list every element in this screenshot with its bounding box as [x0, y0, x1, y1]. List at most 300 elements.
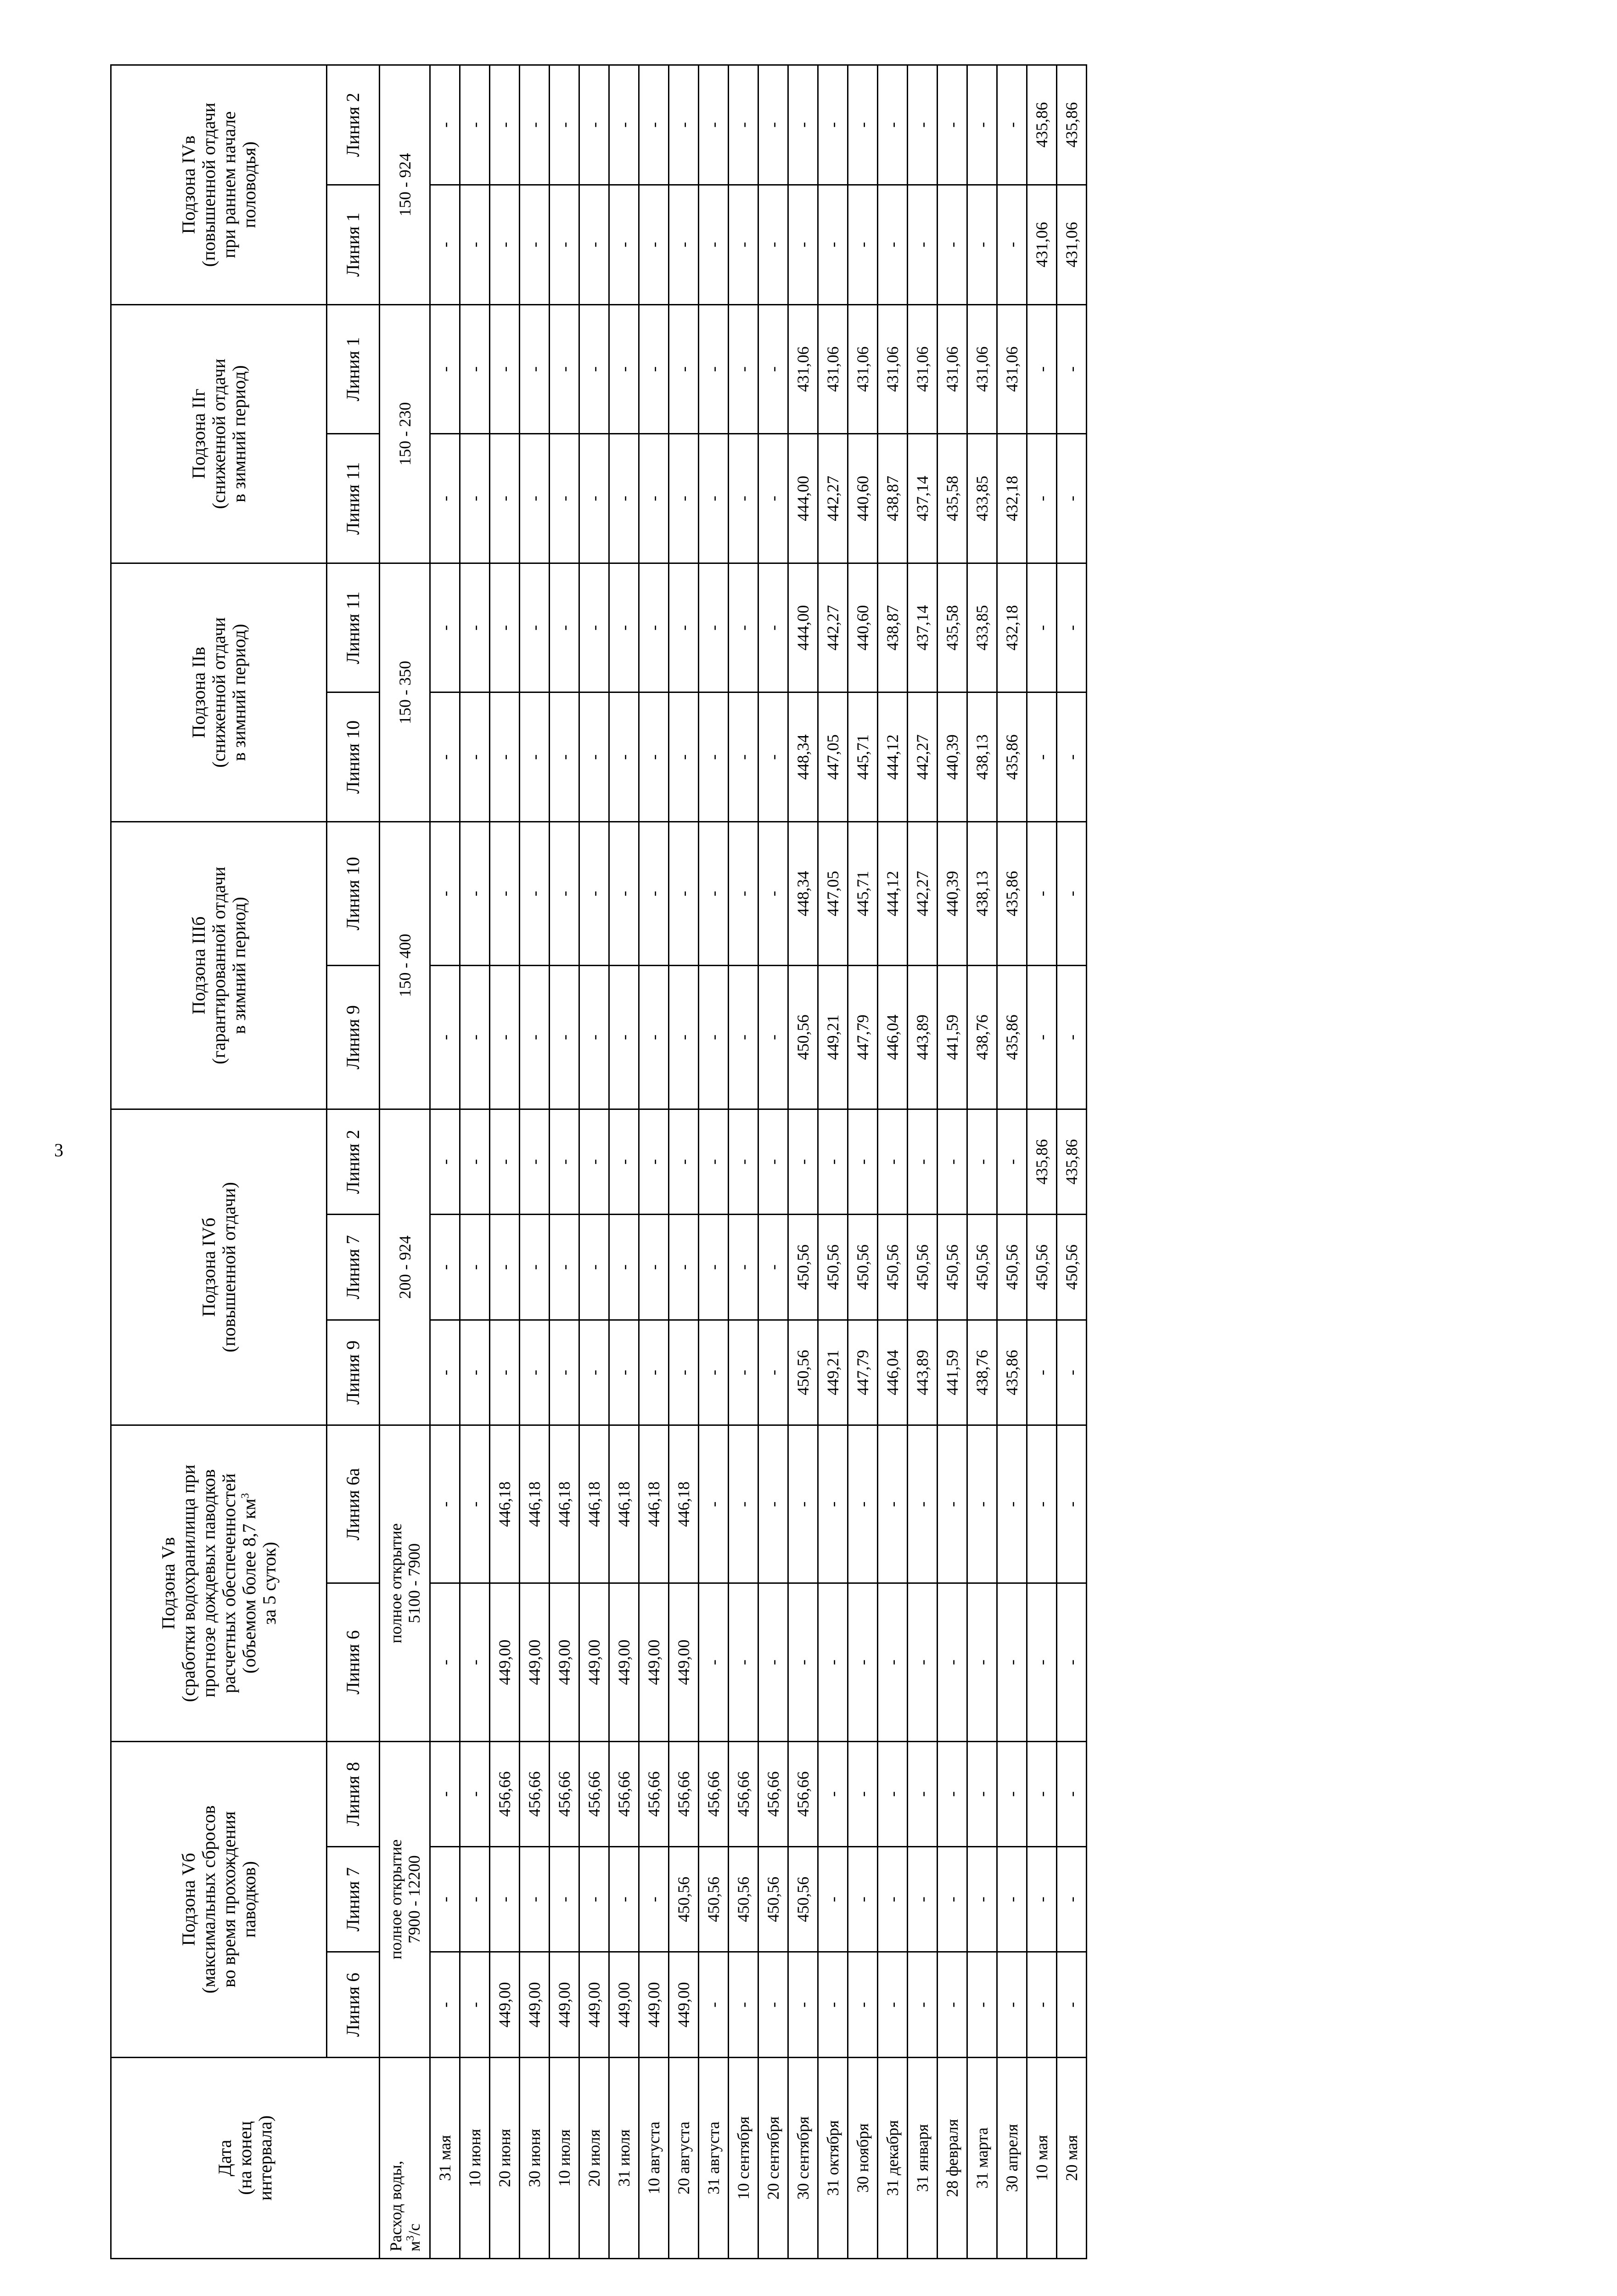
level-cell: - [818, 1847, 848, 1952]
water-level-table [110, 64, 1087, 2259]
level-cell: 448,34 [788, 692, 818, 822]
table-row [878, 65, 908, 2259]
level-cell: 447,05 [818, 822, 848, 966]
level-cell: 456,66 [490, 1741, 520, 1846]
level-cell: - [579, 692, 609, 822]
subzone-header: Подзона IVб (повышенной отдачи) [111, 1109, 327, 1425]
level-cell: - [460, 65, 490, 185]
level-cell: - [878, 65, 908, 185]
table-row [699, 65, 729, 2259]
table-row [430, 65, 460, 2259]
level-cell: - [878, 1109, 908, 1214]
level-cell: 432,18 [997, 563, 1027, 692]
header-row-lines [327, 65, 380, 2259]
level-cell: - [967, 1741, 997, 1846]
line-header: Линия 7 [327, 1847, 380, 1952]
level-cell: - [878, 1741, 908, 1846]
rotated-table-container [110, 64, 1093, 2259]
level-cell: - [967, 65, 997, 185]
level-cell: - [1027, 1741, 1057, 1846]
level-cell: - [490, 1215, 520, 1320]
level-cell: 450,56 [788, 1215, 818, 1320]
level-cell: - [758, 1952, 788, 2057]
level-cell: 442,27 [818, 434, 848, 563]
date-cell: 31 мая [430, 2057, 460, 2258]
level-cell: - [550, 1320, 579, 1425]
level-cell: 438,13 [967, 822, 997, 966]
level-cell: - [848, 1847, 878, 1952]
table-row [550, 65, 579, 2259]
level-cell: - [758, 563, 788, 692]
level-cell: - [520, 1215, 550, 1320]
line-header: Линия 1 [327, 185, 380, 304]
level-cell: - [938, 1109, 967, 1214]
level-cell: - [848, 1952, 878, 2057]
level-cell: 450,56 [729, 1847, 758, 1952]
level-cell: - [520, 563, 550, 692]
level-cell: - [550, 434, 579, 563]
level-cell: - [729, 965, 758, 1109]
level-cell: - [1057, 1425, 1087, 1583]
level-cell: - [579, 185, 609, 304]
level-cell: - [938, 1847, 967, 1952]
level-cell: - [520, 692, 550, 822]
level-cell: - [967, 1109, 997, 1214]
level-cell: - [520, 822, 550, 966]
level-cell: - [997, 1425, 1027, 1583]
table-row [669, 65, 699, 2259]
level-cell: - [699, 1320, 729, 1425]
level-cell: - [878, 1847, 908, 1952]
level-cell: - [490, 185, 520, 304]
level-cell: 443,89 [908, 1320, 938, 1425]
level-cell: 442,27 [908, 822, 938, 966]
level-cell: - [758, 1215, 788, 1320]
level-cell: - [848, 65, 878, 185]
level-cell: - [520, 1320, 550, 1425]
date-cell: 20 июля [579, 2057, 609, 2258]
level-cell: - [878, 1952, 908, 2057]
level-cell: - [997, 1847, 1027, 1952]
level-cell: - [579, 1847, 609, 1952]
level-cell: - [520, 185, 550, 304]
date-cell: 20 сентября [758, 2057, 788, 2258]
level-cell: - [1057, 304, 1087, 434]
level-cell: - [878, 185, 908, 304]
level-cell: - [639, 1320, 669, 1425]
level-cell: 435,86 [997, 965, 1027, 1109]
level-cell: 446,18 [669, 1425, 699, 1583]
level-cell: - [699, 1952, 729, 2057]
level-cell: - [520, 304, 550, 434]
level-cell: 450,56 [997, 1215, 1027, 1320]
level-cell: - [729, 1425, 758, 1583]
level-cell: - [430, 563, 460, 692]
level-cell: - [609, 1109, 639, 1214]
level-cell: 446,18 [639, 1425, 669, 1583]
level-cell: - [758, 965, 788, 1109]
level-cell: 450,56 [1027, 1215, 1057, 1320]
level-cell: - [430, 1425, 460, 1583]
level-cell: - [579, 965, 609, 1109]
level-cell: - [729, 1583, 758, 1741]
level-cell: - [729, 434, 758, 563]
level-cell: 446,18 [579, 1425, 609, 1583]
line-header: Линия 11 [327, 434, 380, 563]
table-row [1027, 65, 1057, 2259]
date-cell: 31 июля [609, 2057, 639, 2258]
level-cell: - [520, 965, 550, 1109]
level-cell: - [729, 1320, 758, 1425]
table-row [938, 65, 967, 2259]
level-cell: - [609, 185, 639, 304]
level-cell: 431,06 [997, 304, 1027, 434]
level-cell: - [758, 65, 788, 185]
level-cell: - [460, 1847, 490, 1952]
level-cell: - [639, 1847, 669, 1952]
level-cell: 449,21 [818, 1320, 848, 1425]
level-cell: - [818, 1425, 848, 1583]
date-column-header: Дата (на конец интервала) [111, 2057, 380, 2258]
flow-range: 150 - 230 [380, 304, 430, 563]
level-cell: - [430, 1583, 460, 1741]
flow-range: 150 - 924 [380, 65, 430, 305]
level-cell: - [758, 185, 788, 304]
line-header: Линия 1 [327, 304, 380, 434]
level-cell: 449,00 [520, 1583, 550, 1741]
level-cell: 446,04 [878, 1320, 908, 1425]
level-cell: - [609, 965, 639, 1109]
table-row [460, 65, 490, 2259]
level-cell: - [1027, 965, 1057, 1109]
level-cell: 450,56 [967, 1215, 997, 1320]
level-cell: 449,00 [609, 1583, 639, 1741]
date-cell: 31 августа [699, 2057, 729, 2258]
level-cell: 456,66 [520, 1741, 550, 1846]
level-cell: - [938, 1583, 967, 1741]
level-cell: - [729, 1109, 758, 1214]
level-cell: - [758, 1320, 788, 1425]
level-cell: - [520, 65, 550, 185]
level-cell: - [967, 1425, 997, 1583]
table-row [758, 65, 788, 2259]
level-cell: - [758, 822, 788, 966]
level-cell: 435,86 [1057, 65, 1087, 185]
level-cell: - [460, 1215, 490, 1320]
level-cell: - [1027, 434, 1057, 563]
level-cell: - [639, 563, 669, 692]
level-cell: - [550, 1109, 579, 1214]
level-cell: 435,58 [938, 563, 967, 692]
level-cell: 450,56 [788, 1320, 818, 1425]
level-cell: 433,85 [967, 434, 997, 563]
level-cell: 431,06 [967, 304, 997, 434]
level-cell: - [490, 822, 520, 966]
level-cell: - [699, 1109, 729, 1214]
level-cell: 435,86 [1027, 1109, 1057, 1214]
level-cell: - [848, 1741, 878, 1846]
level-cell: - [669, 65, 699, 185]
flow-range: 200 - 924 [380, 1109, 430, 1425]
level-cell: 444,12 [878, 822, 908, 966]
level-cell: - [430, 304, 460, 434]
level-cell: - [579, 1215, 609, 1320]
level-cell: - [609, 563, 639, 692]
level-cell: 431,06 [1027, 185, 1057, 304]
level-cell: 438,76 [967, 965, 997, 1109]
level-cell: - [550, 692, 579, 822]
level-cell: - [908, 1583, 938, 1741]
level-cell: - [609, 1847, 639, 1952]
level-cell: - [669, 185, 699, 304]
level-cell: 450,56 [818, 1215, 848, 1320]
level-cell: - [818, 1952, 848, 2057]
table-row [818, 65, 848, 2259]
level-cell: - [788, 65, 818, 185]
level-cell: - [579, 1320, 609, 1425]
flow-range: 150 - 350 [380, 563, 430, 822]
level-cell: - [490, 965, 520, 1109]
level-cell: - [430, 1847, 460, 1952]
level-cell: - [878, 1583, 908, 1741]
level-cell: - [430, 965, 460, 1109]
level-cell: 435,86 [997, 692, 1027, 822]
level-cell: - [878, 1425, 908, 1583]
flow-range: полное открытие 5100 - 7900 [380, 1425, 430, 1741]
level-cell: 432,18 [997, 434, 1027, 563]
table-row [520, 65, 550, 2259]
date-cell: 20 июня [490, 2057, 520, 2258]
level-cell: 435,86 [997, 1320, 1027, 1425]
table-row [967, 65, 997, 2259]
subzone-header: Подзона Vб (максимальных сбросов во время прохождения паводков) [111, 1741, 327, 2057]
level-cell: 433,85 [967, 563, 997, 692]
date-cell: 10 августа [639, 2057, 669, 2258]
level-cell: 450,56 [908, 1215, 938, 1320]
level-cell: - [699, 304, 729, 434]
line-header: Линия 11 [327, 563, 380, 692]
level-cell: - [460, 563, 490, 692]
level-cell: 449,21 [818, 965, 848, 1109]
level-cell: 456,66 [729, 1741, 758, 1846]
level-cell: 449,00 [520, 1952, 550, 2057]
level-cell: 446,18 [550, 1425, 579, 1583]
level-cell: - [490, 1847, 520, 1952]
level-cell: - [908, 1109, 938, 1214]
level-cell: - [609, 434, 639, 563]
level-cell: - [729, 822, 758, 966]
level-cell: - [550, 65, 579, 185]
level-cell: - [550, 1215, 579, 1320]
table-row [639, 65, 669, 2259]
level-cell: 444,00 [788, 434, 818, 563]
level-cell: - [788, 1425, 818, 1583]
level-cell: - [1057, 563, 1087, 692]
level-cell: - [1027, 1320, 1057, 1425]
level-cell: 450,56 [938, 1215, 967, 1320]
level-cell: - [729, 563, 758, 692]
level-cell: - [609, 1215, 639, 1320]
date-cell: 10 июля [550, 2057, 579, 2258]
level-cell: - [818, 65, 848, 185]
level-cell: 441,59 [938, 1320, 967, 1425]
level-cell: - [1027, 563, 1057, 692]
level-cell: - [1027, 1583, 1057, 1741]
level-cell: 456,66 [669, 1741, 699, 1846]
level-cell: - [609, 692, 639, 822]
table-row [490, 65, 520, 2259]
table-row [1057, 65, 1087, 2259]
level-cell: - [848, 1109, 878, 1214]
level-cell: - [669, 692, 699, 822]
level-cell: - [639, 304, 669, 434]
level-cell: - [460, 434, 490, 563]
level-cell: 445,71 [848, 822, 878, 966]
level-cell: 435,86 [1057, 1109, 1087, 1214]
date-cell: 31 марта [967, 2057, 997, 2258]
level-cell: - [460, 1741, 490, 1846]
table-row [908, 65, 938, 2259]
level-cell: - [699, 1425, 729, 1583]
flow-range: полное открытие 7900 - 12200 [380, 1741, 430, 2057]
level-cell: 449,00 [639, 1583, 669, 1741]
level-cell: - [490, 304, 520, 434]
level-cell: - [729, 1952, 758, 2057]
level-cell: - [550, 304, 579, 434]
date-cell: 10 июня [460, 2057, 490, 2258]
level-cell: - [908, 65, 938, 185]
level-cell: 440,39 [938, 822, 967, 966]
level-cell: 456,66 [788, 1741, 818, 1846]
date-cell: 31 октября [818, 2057, 848, 2258]
level-cell: 450,56 [669, 1847, 699, 1952]
level-cell: 440,39 [938, 692, 967, 822]
level-cell: - [460, 1583, 490, 1741]
level-cell: - [430, 185, 460, 304]
level-cell: - [848, 1583, 878, 1741]
level-cell: - [729, 692, 758, 822]
level-cell: - [758, 1425, 788, 1583]
level-cell: - [699, 185, 729, 304]
level-cell: - [908, 185, 938, 304]
level-cell: - [758, 692, 788, 822]
level-cell: - [460, 822, 490, 966]
level-cell: 450,56 [788, 965, 818, 1109]
level-cell: - [669, 822, 699, 966]
level-cell: 456,66 [609, 1741, 639, 1846]
level-cell: - [1057, 692, 1087, 822]
level-cell: - [758, 304, 788, 434]
level-cell: - [490, 1320, 520, 1425]
level-cell: - [699, 1215, 729, 1320]
level-cell: 449,00 [550, 1583, 579, 1741]
level-cell: - [669, 1215, 699, 1320]
level-cell: - [460, 692, 490, 822]
level-cell: - [669, 563, 699, 692]
subzone-header: Подзона Vв (сработки водохранилища при прогнозе дождевых паводков расчетных обеспеченностей (объемом более 8,7 $км^3$ за 5 суток) [111, 1425, 327, 1741]
level-cell: - [669, 1109, 699, 1214]
level-cell: 449,00 [579, 1583, 609, 1741]
level-cell: - [938, 1952, 967, 2057]
flow-row [380, 65, 430, 2259]
level-cell: 448,34 [788, 822, 818, 966]
level-cell: 449,00 [609, 1952, 639, 2057]
level-cell: 440,60 [848, 434, 878, 563]
level-cell: - [908, 1425, 938, 1583]
level-cell: - [729, 304, 758, 434]
level-cell: - [460, 965, 490, 1109]
level-cell: 449,00 [490, 1583, 520, 1741]
level-cell: - [1057, 1320, 1087, 1425]
level-cell: 445,71 [848, 692, 878, 822]
subzone-header: Подзона IIг (сниженной отдачи в зимний период) [111, 304, 327, 563]
level-cell: 435,86 [997, 822, 1027, 966]
level-cell: - [848, 1425, 878, 1583]
level-cell: - [1057, 1952, 1087, 2057]
level-cell: 450,56 [758, 1847, 788, 1952]
line-header: Линия 6 [327, 1952, 380, 2057]
line-header: Линия 7 [327, 1215, 380, 1320]
level-cell: - [639, 185, 669, 304]
level-cell: - [460, 304, 490, 434]
page-number: 3 [54, 1140, 63, 1160]
level-cell: - [520, 1109, 550, 1214]
level-cell: - [639, 965, 669, 1109]
level-cell: 442,27 [818, 563, 848, 692]
level-cell: - [967, 185, 997, 304]
level-cell: - [579, 304, 609, 434]
level-cell: - [460, 1109, 490, 1214]
table-row [729, 65, 758, 2259]
level-cell: - [579, 1109, 609, 1214]
level-cell: 438,87 [878, 563, 908, 692]
flow-range: 150 - 400 [380, 822, 430, 1109]
level-cell: - [639, 434, 669, 563]
level-cell: - [639, 692, 669, 822]
flow-label: Расход воды, $м^3/с$ [380, 2057, 430, 2258]
level-cell: - [579, 65, 609, 185]
level-cell: - [669, 1320, 699, 1425]
level-cell: 449,00 [669, 1952, 699, 2057]
level-cell: - [1027, 1847, 1057, 1952]
level-cell: 446,18 [520, 1425, 550, 1583]
subzone-header: Подзона IIв (сниженной отдачи в зимний период) [111, 563, 327, 822]
level-cell: 447,05 [818, 692, 848, 822]
level-cell: - [1027, 692, 1057, 822]
level-cell: - [430, 1215, 460, 1320]
level-cell: - [1057, 434, 1087, 563]
level-cell: - [639, 822, 669, 966]
level-cell: - [550, 822, 579, 966]
date-cell: 28 февраля [938, 2057, 967, 2258]
level-cell: - [460, 1425, 490, 1583]
level-cell: 438,13 [967, 692, 997, 822]
date-cell: 31 января [908, 2057, 938, 2258]
level-cell: - [699, 822, 729, 966]
level-cell: 444,00 [788, 563, 818, 692]
level-cell: - [669, 434, 699, 563]
level-cell: 443,89 [908, 965, 938, 1109]
level-cell: - [908, 1741, 938, 1846]
level-cell: - [579, 563, 609, 692]
line-header: Линия 8 [327, 1741, 380, 1846]
level-cell: - [997, 1741, 1027, 1846]
level-cell: 447,79 [848, 965, 878, 1109]
level-cell: - [908, 1952, 938, 2057]
level-cell: 431,06 [848, 304, 878, 434]
level-cell: 456,66 [699, 1741, 729, 1846]
level-cell: - [609, 65, 639, 185]
